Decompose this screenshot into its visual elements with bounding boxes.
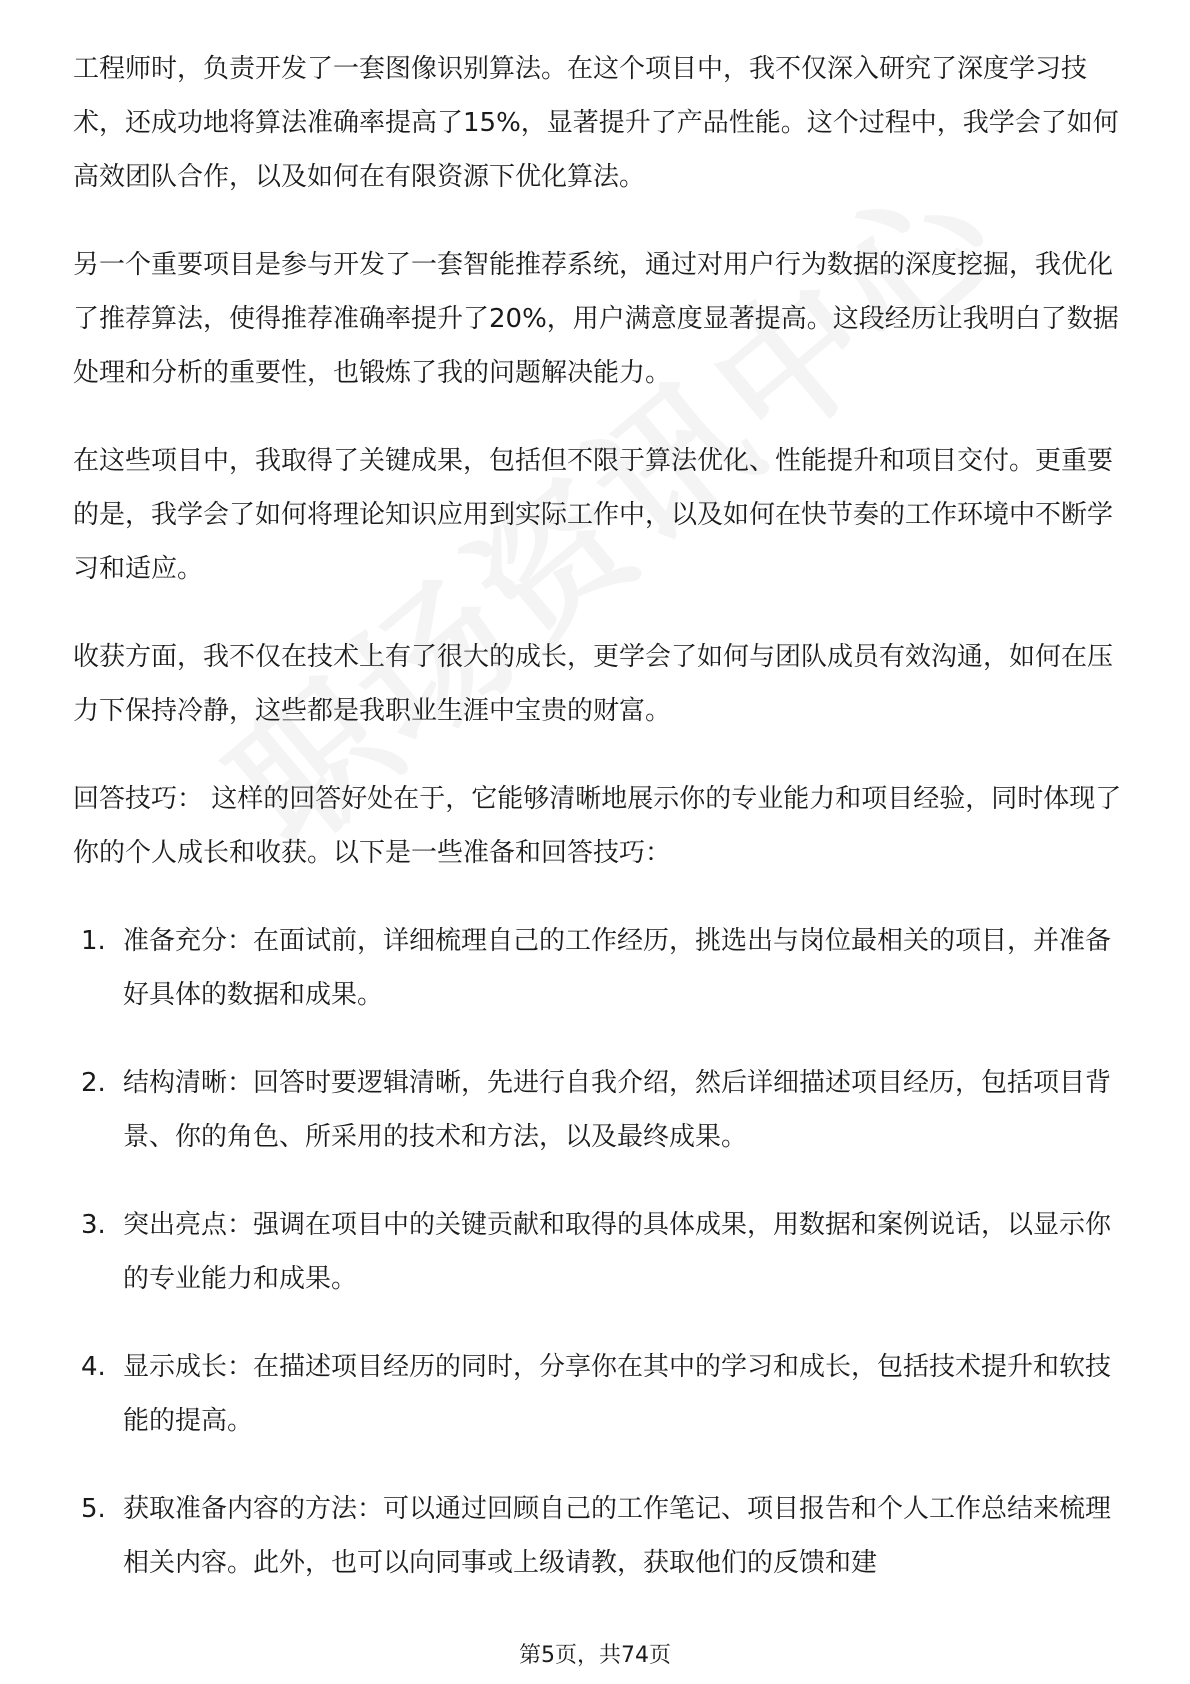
paragraph-image-recognition: 工程师时，负责开发了一套图像识别算法。在这个项目中，我不仅深入研究了深度学习技术，还成功地将算法准确率提高了15%，显著提升了产品性能。这个过程中，我学会了如何高效团队合作，以及如何在有限资源下优化算法。 — [73, 54, 1119, 192]
tips-list — [73, 914, 1123, 1590]
list-item-number: 2. — [81, 1068, 106, 1098]
list-item — [73, 1340, 1123, 1448]
paragraph-answer-tips: 回答技巧： 这样的回答好处在于，它能够清晰地展示你的专业能力和项目经验，同时体现了你的个人成长和收获。以下是一些准备和回答技巧： — [73, 784, 1122, 868]
page-number: 第5页，共74页 — [519, 1643, 671, 1668]
list-item-number: 1. — [81, 926, 106, 956]
list-item-number: 3. — [81, 1210, 106, 1240]
list-item-number: 4. — [81, 1352, 106, 1382]
list-item-text: 准备充分：在面试前，详细梳理自己的工作经历，挑选出与岗位最相关的项目，并准备好具体的数据和成果。 — [123, 926, 1112, 1010]
list-item-number: 5. — [81, 1494, 106, 1524]
list-item-text: 突出亮点：强调在项目中的关键贡献和取得的具体成果，用数据和案例说话，以显示你的专业能力和成果。 — [123, 1210, 1112, 1294]
list-item — [73, 914, 1123, 1022]
list-item — [73, 1482, 1123, 1590]
list-item — [73, 1056, 1123, 1164]
list-item-text: 显示成长：在描述项目经历的同时，分享你在其中的学习和成长，包括技术提升和软技能的提高。 — [123, 1352, 1112, 1436]
paragraph-recommendation-system: 另一个重要项目是参与开发了一套智能推荐系统，通过对用户行为数据的深度挖掘，我优化了推荐算法，使得推荐准确率提升了20%，用户满意度显著提高。这段经历让我明白了数据处理和分析的重要性，也锻炼了我的问题解决能力。 — [73, 250, 1119, 388]
paragraph-key-results: 在这些项目中，我取得了关键成果，包括但不限于算法优化、性能提升和项目交付。更重要的是，我学会了如何将理论知识应用到实际工作中，以及如何在快节奏的工作环境中不断学习和适应。 — [73, 446, 1114, 584]
list-item — [73, 1198, 1123, 1306]
paragraph-gains: 收获方面，我不仅在技术上有了很大的成长，更学会了如何与团队成员有效沟通，如何在压力下保持冷静，这些都是我职业生涯中宝贵的财富。 — [73, 642, 1114, 726]
list-item-text: 获取准备内容的方法：可以通过回顾自己的工作笔记、项目报告和个人工作总结来梳理相关内容。此外，也可以向同事或上级请教，获取他们的反馈和建 — [123, 1494, 1112, 1578]
list-item-text: 结构清晰：回答时要逻辑清晰，先进行自我介绍，然后详细描述项目经历，包括项目背景、你的角色、所采用的技术和方法，以及最终成果。 — [123, 1068, 1112, 1152]
document-body — [73, 42, 1123, 1624]
